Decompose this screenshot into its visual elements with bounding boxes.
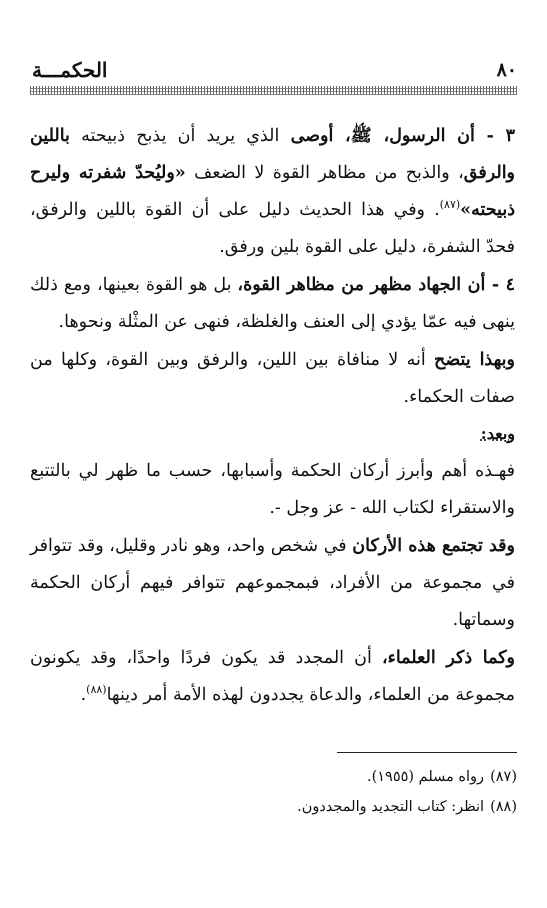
- paragraph-text: أنه لا منافاة بين اللين، والرفق وبين القوة، وكلها من صفات الحكماء.: [30, 350, 515, 407]
- footnote-number: (٨٧): [490, 769, 517, 785]
- paragraph-text: في شخص واحد، وهو نادر وقليل، وقد تتوافر في مجموعة من الأفراد، فبمجموعهم تتوافر فيهم أركان الحكمة وسماتها.: [30, 536, 515, 630]
- footnotes: [30, 762, 517, 822]
- paragraph-text: الذي يريد أن يذبح ذبيحته: [69, 126, 291, 146]
- paragraph-lead: وقد تجتمع هذه الأركان: [352, 536, 515, 556]
- paragraph-text: ، والذبح من مظاهر القوة لا الضعف: [185, 163, 464, 183]
- footnote-text: رواه مسلم (١٩٥٥).: [366, 769, 485, 785]
- paragraph-lead: ٤ - أن الجهاد مظهر من مظاهر القوة،: [237, 275, 515, 295]
- footnote: [30, 762, 517, 792]
- paragraph-emphasis: باللين والرفق: [30, 126, 516, 183]
- paragraph-text: أن المجدد قد يكون فردًا واحدًا، وقد يكونون مجموعة من العلماء، والدعاة يجددون لهذه الأمة أمر دينها: [30, 648, 515, 705]
- paragraph-renewers: [30, 640, 515, 714]
- paragraph-pillars: [30, 528, 515, 639]
- paragraph-lead: وبهذا يتضح: [434, 350, 515, 370]
- page-header: [28, 58, 519, 88]
- footnote-text: انظر: كتاب التجديد والمجددون.: [297, 799, 485, 815]
- paragraph-lead: وكما ذكر العلماء،: [381, 648, 516, 668]
- running-title: الحكمـــة: [32, 58, 108, 82]
- section-heading: [30, 416, 515, 453]
- hadith-quote: «وليُحدّ شفرته وليرح ذبيحته»: [30, 163, 515, 220]
- paragraph-lead: ٣ - أن الرسول، ﷺ، أوصى: [290, 126, 515, 146]
- footnote-reference[interactable]: (٨٨): [86, 683, 107, 697]
- header-rule: [30, 86, 517, 95]
- footnote-divider: [337, 752, 517, 753]
- wa-baad-heading: وبعد:: [480, 424, 515, 443]
- body-text: [30, 118, 515, 714]
- footnote: [30, 792, 517, 822]
- paragraph-text: .: [80, 685, 87, 705]
- footnote-number: (٨٨): [490, 799, 517, 815]
- paragraph-text: بل هو القوة بعينها، ومع ذلك ينهى فيه عمّا يؤدي إلى العنف والغلظة، فنهى عن المثْلة ونحوها.: [30, 275, 515, 332]
- footnote-reference[interactable]: (٨٧): [439, 198, 461, 212]
- paragraph-summary: [30, 453, 515, 527]
- paragraph-3: [30, 118, 515, 266]
- paragraph-text: فهـذه أهم وأبرز أركان الحكمة وأسبابها، حسب ما ظهر لي بالتتبع والاستقراء لكتاب الله - عز وجل -.: [30, 461, 515, 518]
- paragraph-4: [30, 267, 515, 341]
- paragraph-conclusion: [30, 342, 515, 416]
- paragraph-text: . وفي هذا الحديث دليل على أن القوة باللين والرفق، فحدّ الشفرة، دليل على القوة بلين ورفق.: [30, 200, 515, 257]
- page-number: ٨٠: [496, 59, 517, 81]
